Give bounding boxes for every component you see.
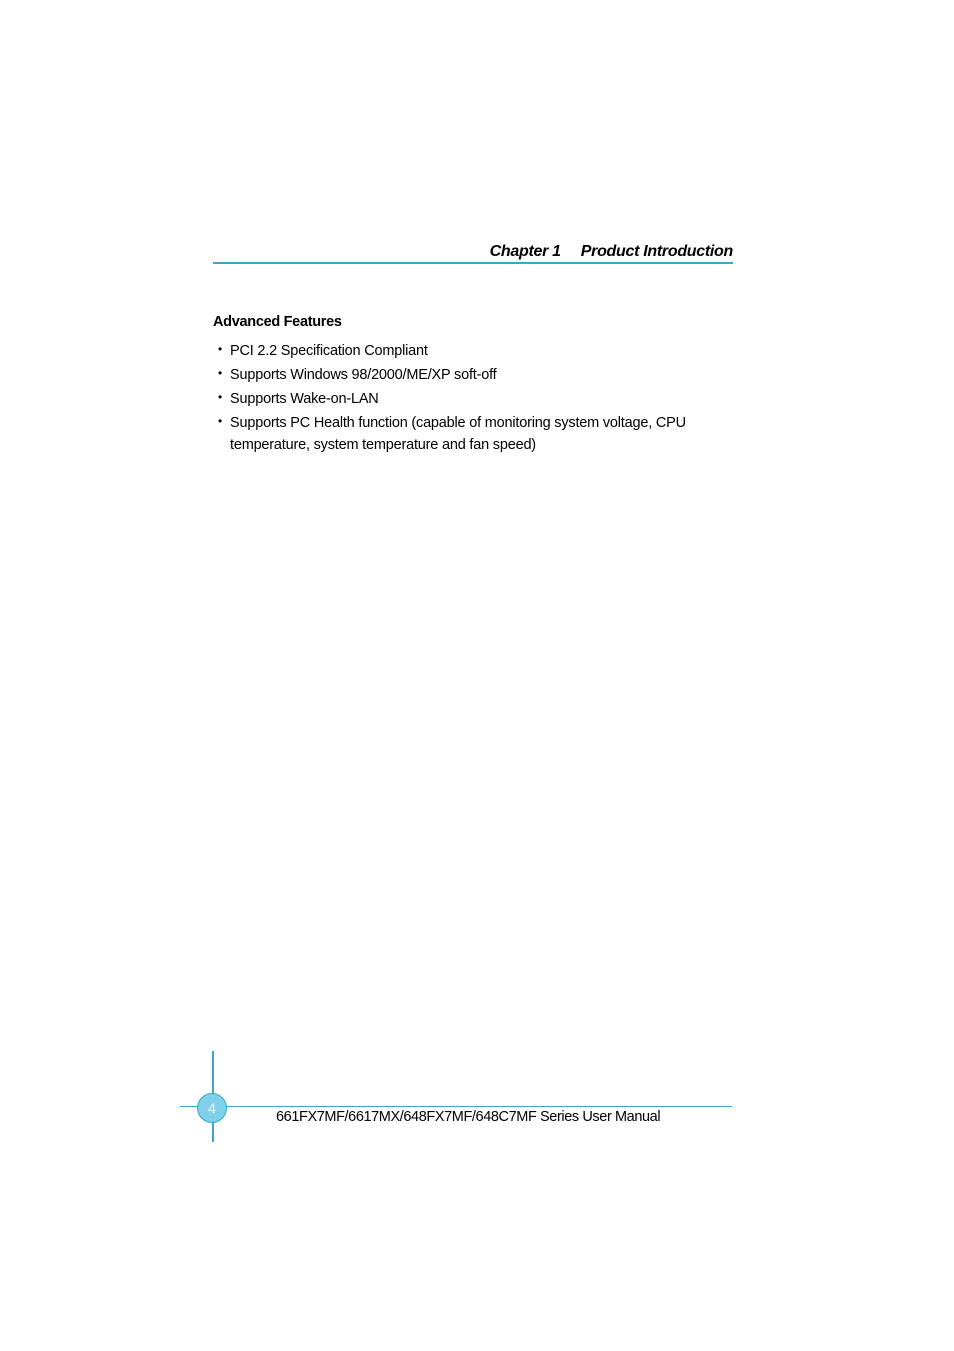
list-item xyxy=(213,388,733,410)
bullet-icon: • xyxy=(218,342,223,356)
feature-text: Supports Windows 98/2000/ME/XP soft-off xyxy=(230,367,497,383)
chapter-number: Chapter 1 xyxy=(489,243,561,260)
chapter-header xyxy=(490,243,733,261)
bullet-icon: • xyxy=(218,414,223,428)
feature-text: PCI 2.2 Specification Compliant xyxy=(230,343,428,359)
bullet-icon: • xyxy=(218,366,223,380)
header-divider xyxy=(213,262,733,264)
manual-title: 661FX7MF/6617MX/648FX7MF/648C7MF Series User Manual xyxy=(276,1109,661,1125)
chapter-title: Product Introduction xyxy=(580,243,733,260)
feature-text: Supports Wake-on-LAN xyxy=(230,391,379,407)
list-item xyxy=(213,340,733,362)
bullet-icon: • xyxy=(218,390,223,404)
feature-text: Supports PC Health function (capable of monitoring system voltage, CPU temperature, system temperature and fan speed) xyxy=(230,415,686,453)
list-item xyxy=(213,364,733,386)
feature-list xyxy=(213,340,733,458)
section-heading: Advanced Features xyxy=(213,314,342,330)
list-item xyxy=(213,412,733,456)
page-number: 4 xyxy=(208,1100,216,1116)
footer-horizontal-line xyxy=(180,1106,732,1107)
page-number-badge xyxy=(197,1093,227,1123)
